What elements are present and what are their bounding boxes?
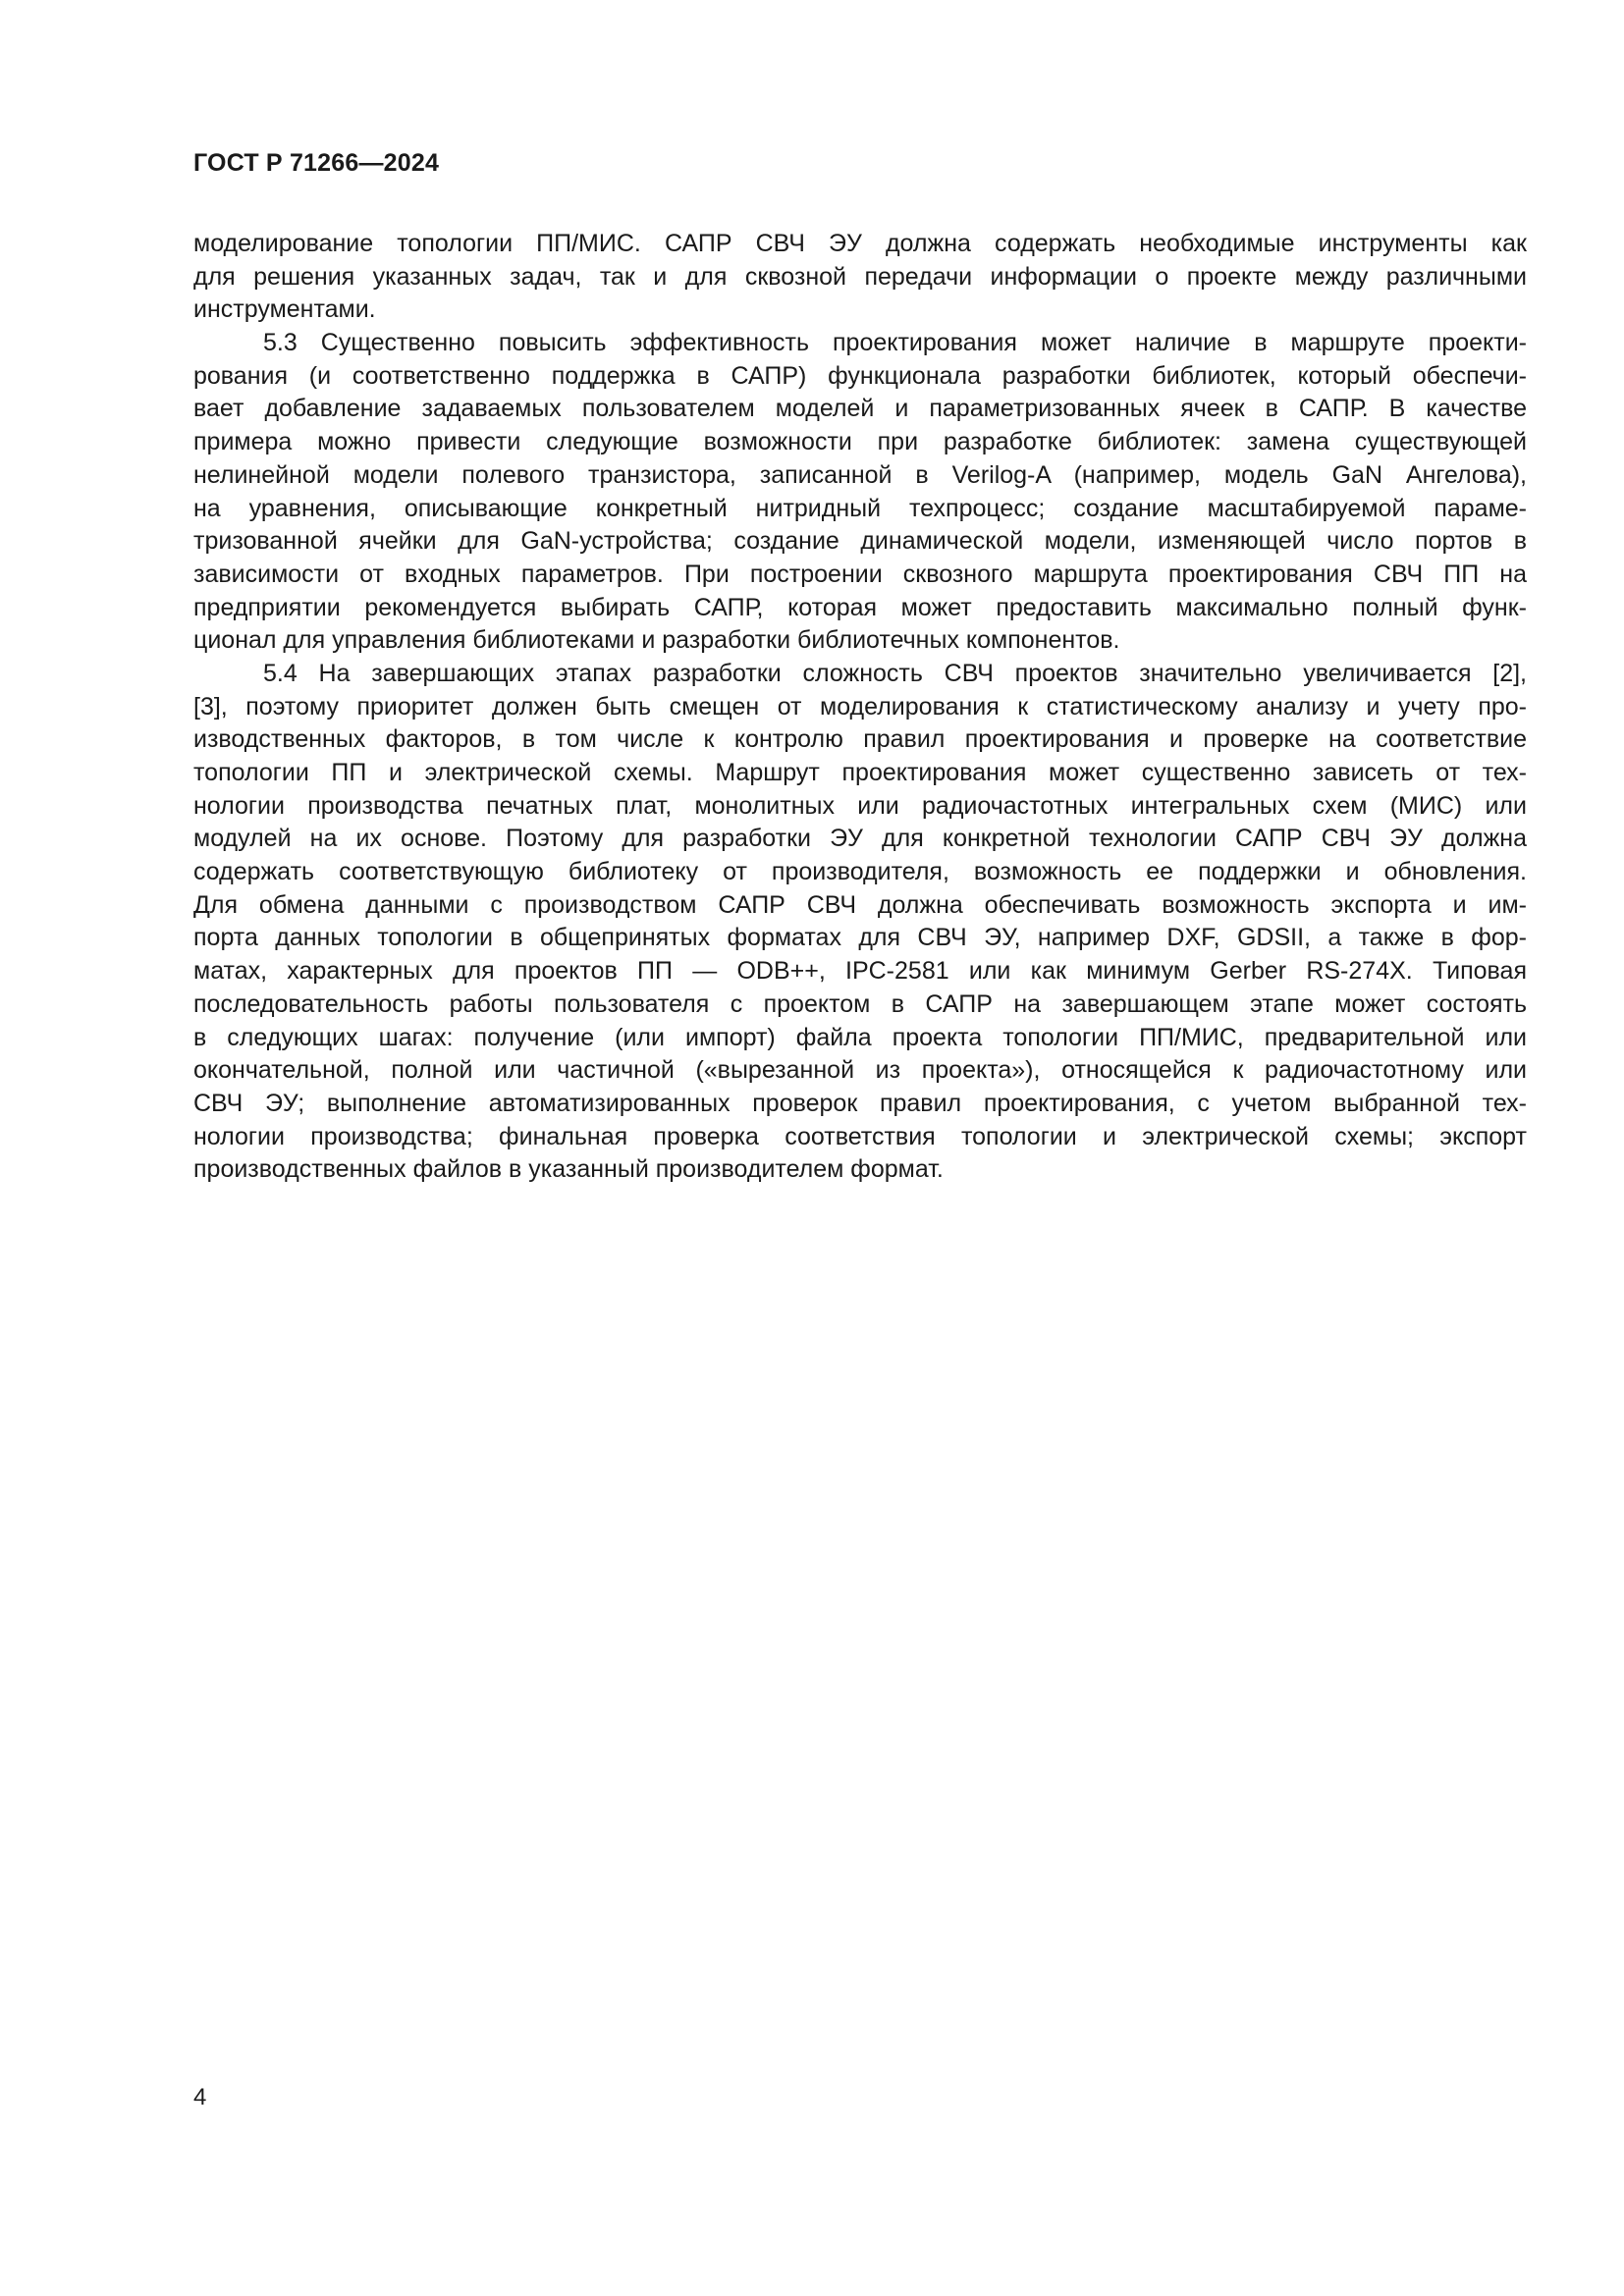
text-line: производственных файлов в указанный производителем формат.: [193, 1155, 944, 1184]
text-line: инструментами.: [193, 295, 376, 324]
text-line: тризованной ячейки для GaN-устройства; создание динамической модели, изменяющей число портов в: [193, 527, 1527, 556]
text-line: окончательной, полной или частичной («вырезанной из проекта»), относящейся к радиочастотному или: [193, 1056, 1527, 1085]
text-line: зависимости от входных параметров. При построении сквозного маршрута проектирования СВЧ ПП на: [193, 560, 1527, 588]
paragraph-continuation: [193, 228, 1527, 327]
text-line: предприятии рекомендуется выбирать САПР, которая может предоставить максимально полный функ-: [193, 593, 1527, 621]
text-line: на уравнения, описывающие конкретный нитридный техпроцесс; создание масштабируемой параме-: [193, 494, 1527, 522]
text-line: топологии ПП и электрической схемы. Маршрут проектирования может существенно зависеть от тех-: [193, 759, 1527, 786]
text-line: нологии производства; финальная проверка соответствия топологии и электрической схемы; экспорт: [193, 1122, 1527, 1150]
text-line: последовательность работы пользователя с проектом в САПР на завершающем этапе может состоять: [193, 989, 1527, 1018]
text-line: для решения указанных задач, так и для сквозной передачи информации о проекте между различными: [193, 262, 1527, 291]
text-line: матах, характерных для проектов ПП — ODB++, IPC-2581 или как минимум Gerber RS-274X. Типовая: [193, 957, 1527, 986]
text-line: содержать соответствующую библиотеку от производителя, возможность ее поддержки и обновления.: [193, 858, 1527, 886]
body-text: [193, 228, 1527, 1187]
text-line: модулей на их основе. Поэтому для разработки ЭУ для конкретной технологии САПР СВЧ ЭУ должна: [193, 825, 1527, 853]
paragraph-5-3: [193, 327, 1527, 658]
paragraph-5-4: [193, 658, 1527, 1187]
document-code-header: ГОСТ Р 71266—2024: [193, 149, 440, 177]
text-line: рования (и соответственно поддержка в САПР) функционала разработки библиотек, который обеспечи-: [193, 361, 1527, 390]
text-line: ционал для управления библиотеками и разработки библиотечных компонентов.: [193, 626, 1120, 655]
text-line: 5.4 На завершающих этапах разработки сложность СВЧ проектов значительно увеличивается [2],: [263, 659, 1527, 687]
text-line: примера можно привести следующие возможности при разработке библиотек: замена существующей: [193, 428, 1527, 456]
text-line: нелинейной модели полевого транзистора, записанной в Verilog-A (например, модель GaN Ангелова),: [193, 460, 1527, 489]
text-line: Для обмена данными с производством САПР СВЧ должна обеспечивать возможность экспорта и им-: [193, 890, 1527, 919]
text-line: нологии производства печатных плат, монолитных или радиочастотных интегральных схем (МИС) или: [193, 791, 1527, 820]
page-number: 4: [193, 2084, 207, 2110]
text-line: изводственных факторов, в том числе к контролю правил проектирования и проверке на соответствие: [193, 725, 1527, 754]
text-line: порта данных топологии в общепринятых форматах для СВЧ ЭУ, например DXF, GDSII, а также в фор-: [193, 924, 1527, 952]
text-line: вает добавление задаваемых пользователем моделей и параметризованных ячеек в САПР. В качестве: [193, 395, 1527, 423]
text-line: СВЧ ЭУ; выполнение автоматизированных проверок правил проектирования, с учетом выбранной тех-: [193, 1089, 1527, 1117]
text-line: в следующих шагах: получение (или импорт) файла проекта топологии ПП/МИС, предварительной или: [193, 1023, 1527, 1051]
text-line: моделирование топологии ПП/МИС. САПР СВЧ ЭУ должна содержать необходимые инструменты как: [193, 230, 1527, 257]
text-line: [3], поэтому приоритет должен быть смещен от моделирования к статистическому анализу и учету про-: [193, 692, 1527, 721]
text-line: 5.3 Существенно повысить эффективность проектирования может наличие в маршруте проекти-: [263, 329, 1527, 357]
